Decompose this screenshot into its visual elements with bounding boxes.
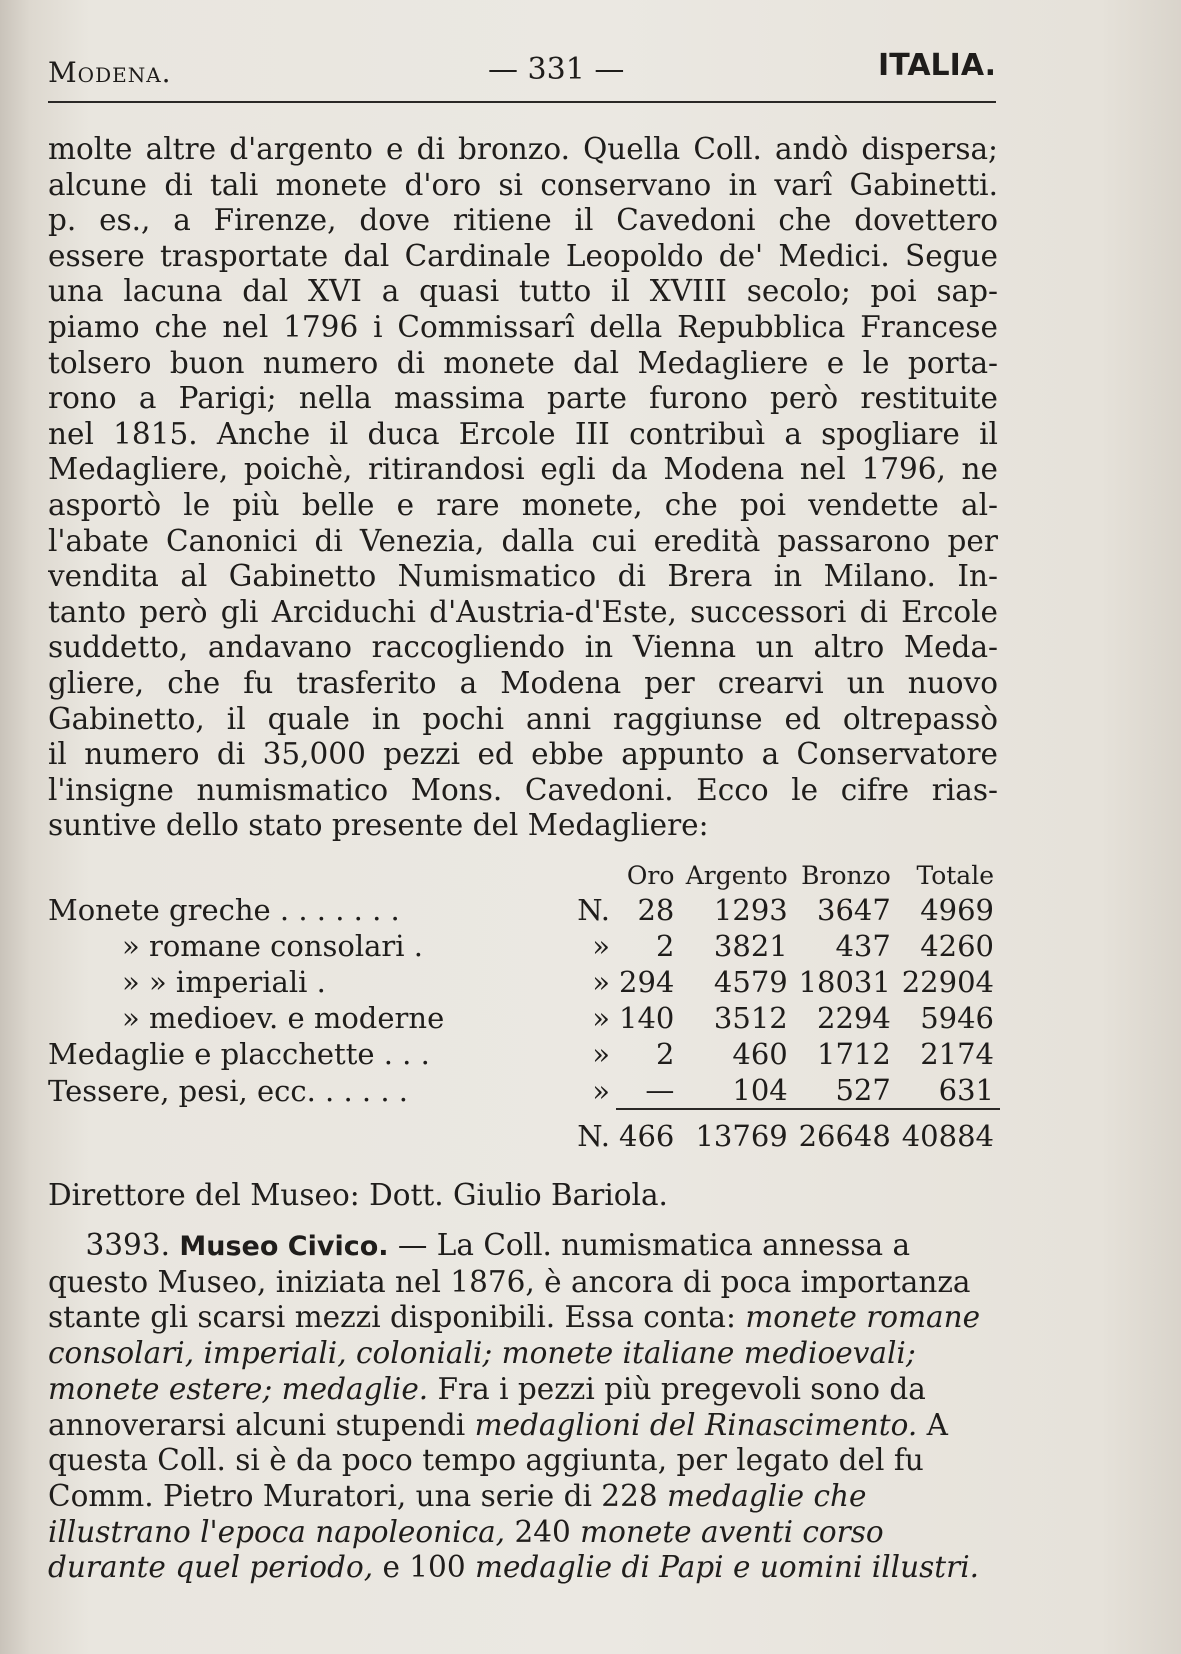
table-row: [48, 892, 1000, 928]
table-row: [48, 1072, 1000, 1109]
row-mark: »: [592, 1073, 610, 1108]
cell-bronzo: 3647: [817, 893, 891, 927]
body-paragraph: [48, 132, 998, 844]
column-header-totale: Totale: [916, 860, 994, 890]
text-line: una lacuna dal XVI a quasi tutto il XVIII secolo; poi sap-: [48, 274, 998, 309]
cell-oro: —: [645, 1073, 675, 1107]
section-mid: Fra i pezzi più pregevoli sono da annoverarsi alcuni stupendi: [48, 1371, 926, 1442]
cell-totale: 5946: [920, 1001, 994, 1035]
section-rest3: e 100: [373, 1550, 475, 1585]
cell-argento: 3821: [713, 929, 788, 963]
column-header-oro: Oro: [626, 860, 675, 890]
text-line: suddetto, andavano raccogliendo in Vienna un altro Meda-: [48, 630, 998, 665]
text-line: l'insigne numismatico Mons. Cavedoni. Ecco le cifre rias-: [48, 772, 998, 807]
table-header-row: [48, 858, 1000, 892]
column-header-argento: Argento: [685, 860, 788, 890]
text-line: tanto però gli Arciduchi d'Austria-d'Este, successori di Ercole: [48, 594, 998, 629]
cell-oro: 28: [637, 893, 675, 927]
cell-totale: 2174: [920, 1037, 994, 1071]
section-list: monete romane consolari, imperiali, coloniali; monete italiane medioevali; monete estere; medaglie.: [48, 1300, 981, 1406]
text-line: il numero di 35,000 pezzi ed ebbe appunto a Conservatore: [48, 737, 998, 772]
text-line: asportò le più belle e rare monete, che poi vendette al-: [48, 487, 998, 522]
cell-argento: 4579: [713, 965, 788, 999]
section-rest2: 240: [505, 1514, 581, 1549]
cell-oro: 140: [619, 1001, 675, 1035]
row-mark: »: [592, 929, 610, 963]
section-rest-italic1: medaglie che illustrano l'epoca napoleonica,: [48, 1478, 867, 1549]
column-header-bronzo: Bronzo: [801, 860, 891, 890]
section-intro: — La Coll. numismatica annessa a questo Museo, iniziata nel 1876, è ancora di poca importanza stante gli scarsi mezzi disponibili. Essa conta:: [48, 1228, 971, 1335]
row-label: Monete greche . . . . . . .: [48, 893, 400, 927]
section-rest-italic2: monete aventi corso durante quel periodo,: [48, 1514, 884, 1585]
cell-argento: 460: [732, 1037, 788, 1071]
total-argento: 13769: [680, 1109, 793, 1154]
totals-mark: N.: [577, 1118, 610, 1153]
text-line: alcune di tali monete d'oro si conservano in varî Gabinetti.: [48, 167, 998, 202]
row-mark: »: [592, 965, 610, 999]
text-line: essere trasportate dal Cardinale Leopoldo de' Medici. Segue: [48, 238, 998, 273]
text-line: Gabinetto, il quale in pochi anni raggiunse ed oltrepassò: [48, 701, 998, 736]
section-number: 3393.: [85, 1228, 170, 1262]
row-mark: »: [592, 1037, 610, 1071]
section-rest: A questa Coll. si è da poco tempo aggiunta, per legato del fu Comm. Pietro Muratori, una serie di 228: [48, 1407, 948, 1513]
text-line: gliere, che fu trasferito a Modena per crearvi un nuovo: [48, 665, 998, 700]
cell-oro: 2: [655, 1037, 675, 1071]
text-line: vendita al Gabinetto Numismatico di Brera in Milano. In-: [48, 559, 998, 594]
text-line: nel 1815. Anche il duca Ercole III contribuì a spogliare il: [48, 416, 998, 451]
cell-bronzo: 1712: [817, 1037, 891, 1071]
section-rest-italic3: medaglie di Papi e uomini illustri.: [474, 1550, 980, 1585]
text-line: piamo che nel 1796 i Commissarî della Repubblica Francese: [48, 309, 998, 344]
text-line: suntive dello stato presente del Medagliere:: [48, 808, 709, 843]
header-rule: [48, 101, 996, 103]
row-mark: N.: [577, 893, 610, 927]
cell-argento: 104: [732, 1073, 788, 1107]
text-line: molte altre d'argento e di bronzo. Quella Coll. andò dispersa;: [48, 132, 998, 166]
section-paragraph: [48, 1228, 1000, 1586]
cell-totale: 22904: [901, 965, 994, 999]
cell-totale: 4260: [920, 929, 994, 963]
table-row: [48, 1036, 1000, 1072]
collection-stats-table: [48, 858, 1000, 1154]
totals-row: [48, 1109, 1000, 1154]
row-label: Tessere, pesi, ecc. . . . . .: [48, 1073, 409, 1108]
cell-totale: 4969: [920, 893, 994, 927]
page-header: [48, 48, 996, 88]
total-totale: 40884: [897, 1109, 1000, 1154]
row-label: » romane consolari .: [122, 929, 423, 963]
cell-argento: 3512: [713, 1001, 788, 1035]
table-row: [48, 928, 1000, 964]
total-bronzo: 26648: [794, 1109, 897, 1154]
cell-totale: 631: [938, 1073, 994, 1107]
cell-bronzo: 18031: [798, 965, 891, 999]
running-head-right: ITALIA.: [878, 48, 996, 83]
cell-oro: 294: [619, 965, 675, 999]
row-mark: »: [592, 1001, 610, 1035]
cell-argento: 1293: [713, 893, 788, 927]
table-row: [48, 1000, 1000, 1036]
section-mid-italic: medaglioni del Rinascimento.: [474, 1407, 918, 1442]
row-label: » medioev. e moderne: [122, 1001, 445, 1035]
cell-bronzo: 527: [835, 1073, 891, 1107]
page-number: — 331 —: [488, 52, 625, 87]
running-head-left: Modena.: [48, 56, 172, 89]
cell-oro: 2: [655, 929, 675, 963]
text-line: p. es., a Firenze, dove ritiene il Cavedoni che dovettero: [48, 203, 998, 238]
text-line: tolsero buon numero di monete dal Medagliere e le porta-: [48, 345, 998, 380]
text-line: l'abate Canonici di Venezia, dalla cui eredità passarono per: [48, 523, 998, 558]
table-row: [48, 964, 1000, 1000]
director-line: Direttore del Museo: Dott. Giulio Bariola.: [48, 1178, 668, 1212]
cell-bronzo: 2294: [817, 1001, 891, 1035]
row-label: » » imperiali .: [122, 965, 326, 999]
cell-bronzo: 437: [835, 929, 891, 963]
text-line: rono a Parigi; nella massima parte furono però restituite: [48, 381, 998, 416]
text-line: Medagliere, poichè, ritirandosi egli da Modena nel 1796, ne: [48, 452, 998, 487]
row-label: Medaglie e placchette . . .: [48, 1037, 430, 1071]
total-oro: 466: [616, 1109, 680, 1154]
section-title: Museo Civico.: [179, 1231, 389, 1262]
